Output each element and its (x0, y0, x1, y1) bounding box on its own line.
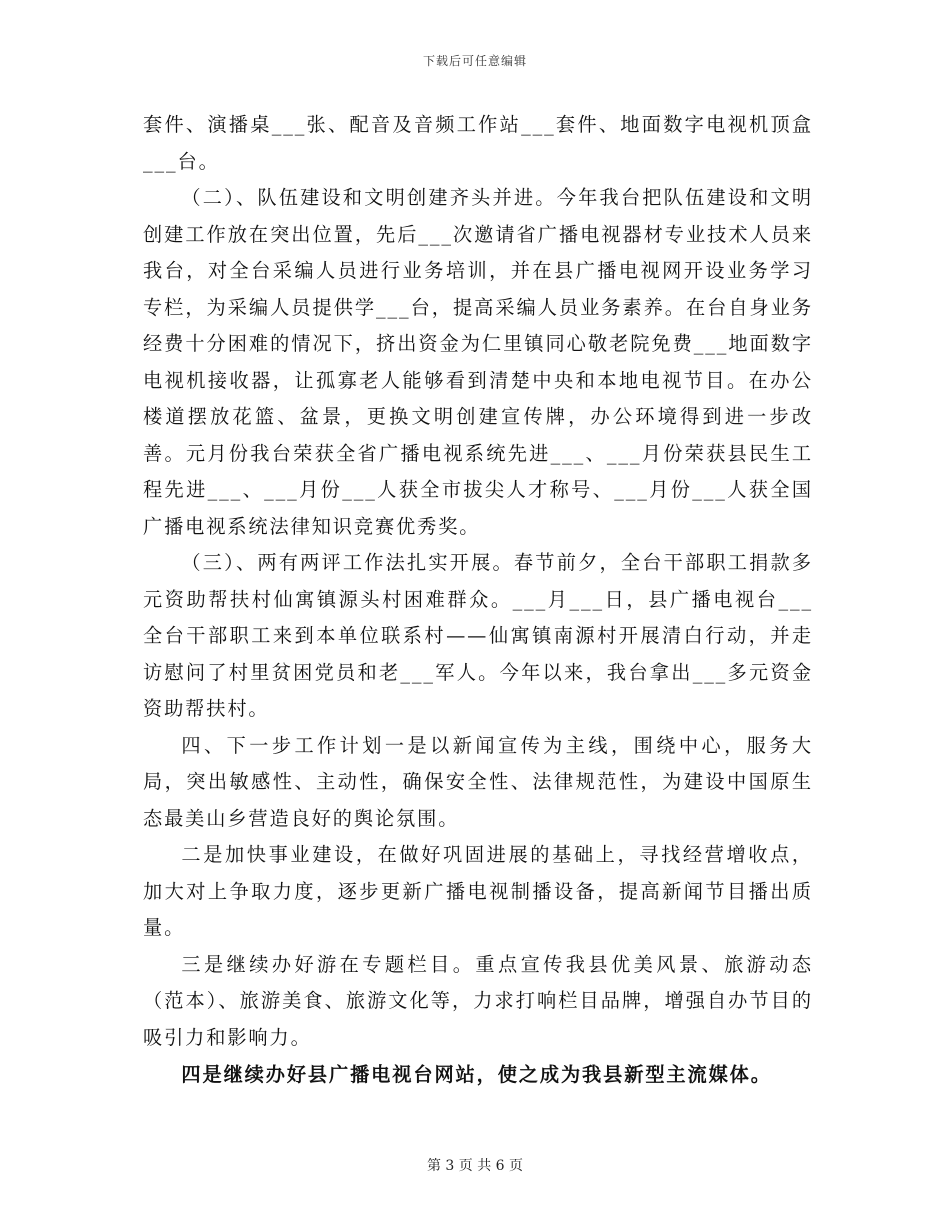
document-body (143, 107, 813, 1094)
paragraph-two-have-two-review: （三）、两有两评工作法扎实开展。春节前夕，全台干部职工捐款多元资助帮扶村仙寓镇源头村困难群众。___月___日，县广播电视台___全台干部职工来到本单位联系村——仙寓镇南源村开展清白行动，并走访慰问了村里贫困党员和老___军人。今年以来，我台拿出___多元资金资助帮扶村。 (143, 551, 813, 720)
paragraph-equipment-continuation: 套件、演播桌___张、配音及音频工作站___套件、地面数字电视机顶盒___台。 (143, 113, 813, 173)
paragraph-next-step-plan-1: 四、下一步工作计划一是以新闻宣传为主线，围绕中心，服务大局，突出敏感性、主动性，确保安全性、法律规范性，为建设中国原生态最美山乡营造良好的舆论氛围。 (143, 733, 813, 830)
paragraph-next-step-plan-3: 三是继续办好游在专题栏目。重点宣传我县优美风景、旅游动态（范本）、旅游美食、旅游文化等，力求打响栏目品牌，增强自办节目的吸引力和影响力。 (143, 952, 813, 1049)
paragraph-team-building: （二）、队伍建设和文明创建齐头并进。今年我台把队伍建设和文明创建工作放在突出位置，先后___次邀请省广播电视器材专业技术人员来我台，对全台采编人员进行业务培训，并在县广播电视网开设业务学习专栏，为采编人员提供学___台，提高采编人员业务素养。在台自身业务经费十分困难的情况下，挤出资金为仁里镇同心敬老院免费___地面数字电视机接收器，让孤寡老人能够看到清楚中央和本地电视节目。在办公楼道摆放花篮、盆景，更换文明创建宣传牌，办公环境得到进一步改善。元月份我台荣获全省广播电视系统先进___、___月份荣获县民生工程先进___、___月份___人获全市拔尖人才称号、___月份___人获全国广播电视系统法律知识竞赛优秀奖。 (143, 186, 813, 538)
paragraph-next-step-plan-2: 二是加快事业建设，在做好巩固进展的基础上，寻找经营增收点，加大对上争取力度，逐步更新广播电视制播设备，提高新闻节目播出质量。 (143, 843, 813, 939)
paragraph-next-step-plan-4: 四是继续办好县广播电视台网站，使之成为我县新型主流媒体。 (181, 1063, 772, 1086)
page-number-footer: 第 3 页 共 6 页 (426, 1158, 524, 1174)
page-header-note: 下载后可任意编辑 (422, 54, 527, 68)
